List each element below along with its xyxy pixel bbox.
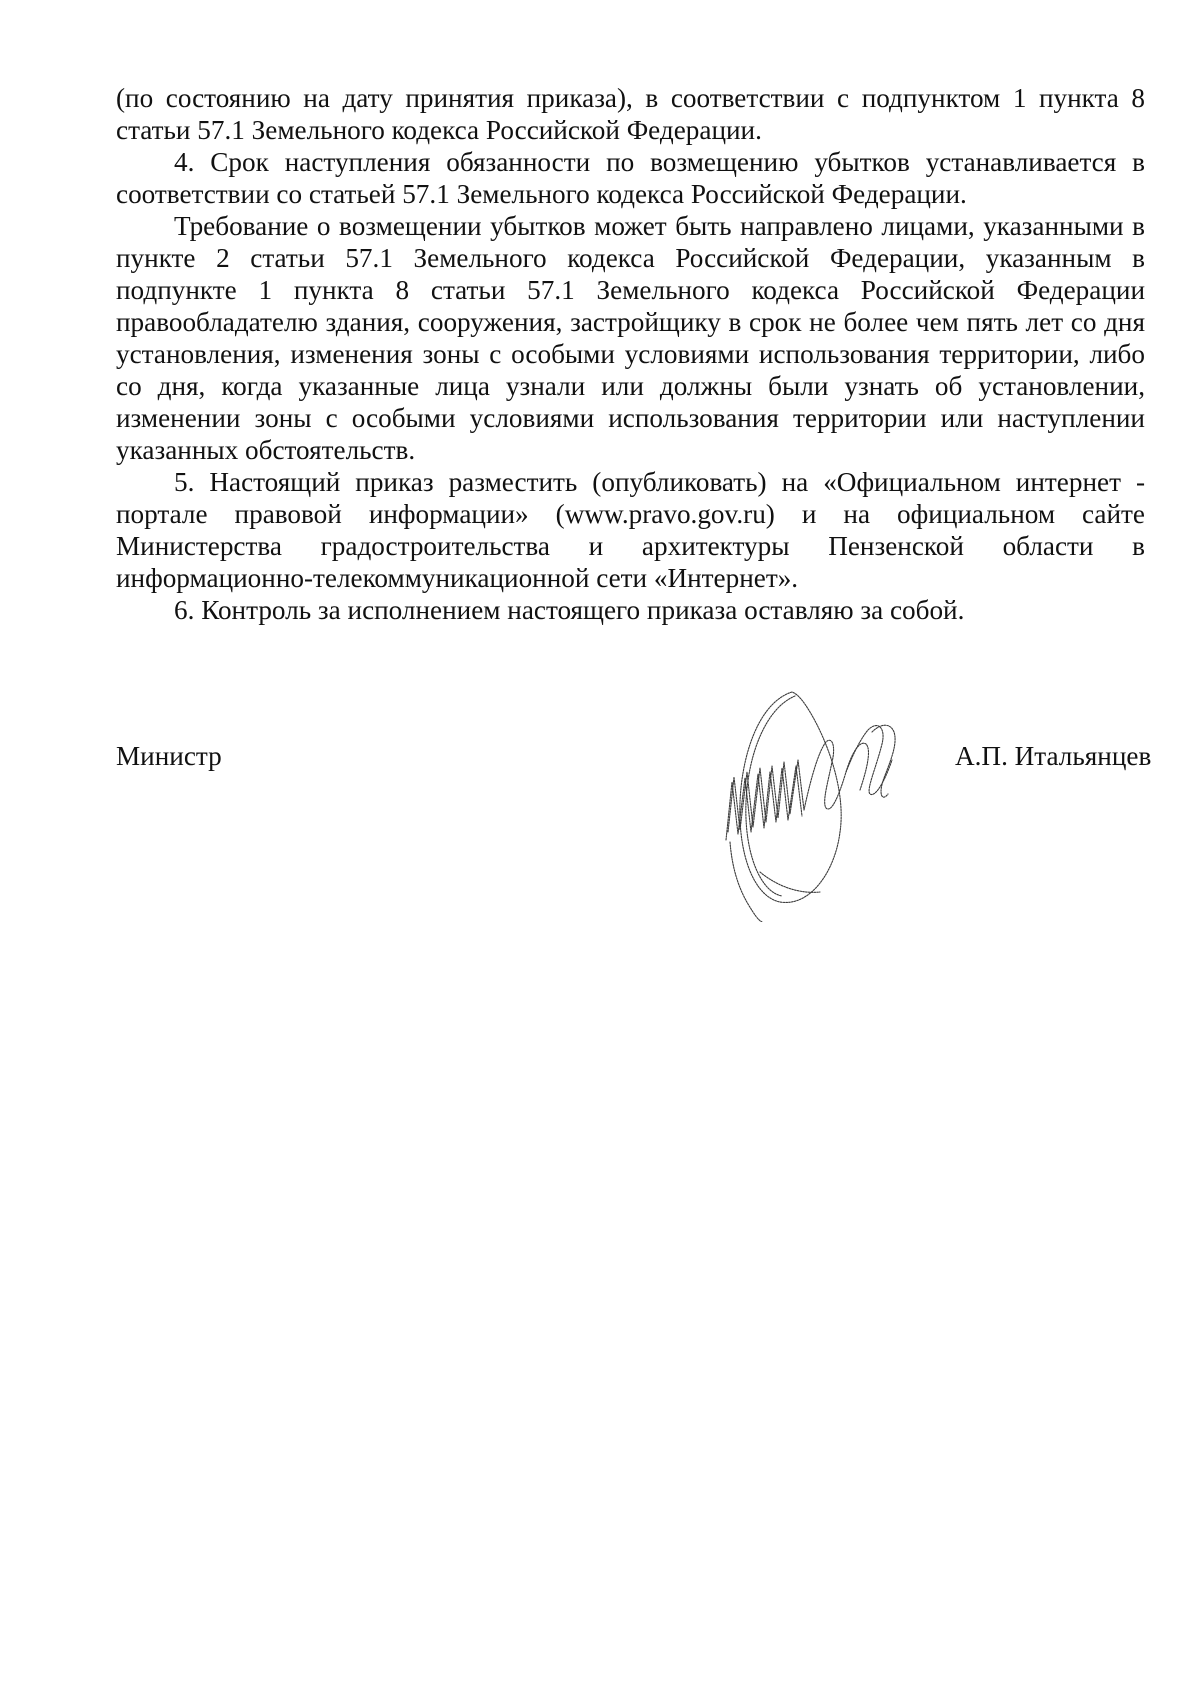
paragraph-claim-requirement: Требование о возмещении убытков может быть направлено лицами, указанными в пункте 2 статьи 57.1 Земельного кодекса Российской Федерации, указанным в подпункте 1 пункта 8 статьи 57.1 Земельного кодекса Российской Федерации правообладателю здания, сооружения, застройщику в срок не более чем пять лет со дня установления, изменения зоны с особыми условиями использования территории, либо со дня, когда указанные лица узнали или должны были узнать об установлении, изменении зоны с особыми условиями использования территории или наступлении указанных обстоятельств. [116,211,1145,465]
document-body [116,82,1145,626]
paragraph-item-4: 4. Срок наступления обязанности по возмещению убытков устанавливается в соответствии со статьей 57.1 Земельного кодекса Российской Федерации. [116,147,1145,209]
paragraph-item-6: 6. Контроль за исполнением настоящего приказа оставляю за собой. [174,595,965,625]
signatory-title: Министр [116,741,222,771]
signatory-name: А.П. Итальянцев [955,741,1152,771]
handwritten-signature [700,682,910,922]
paragraph-continuation: (по состоянию на дату принятия приказа), в соответствии с подпунктом 1 пункта 8 статьи 57.1 Земельного кодекса Российской Федерации. [116,83,1145,145]
paragraph-item-5: 5. Настоящий приказ разместить (опубликовать) на «Официальном интернет - портале правовой информации» (www.pravo.gov.ru) и на официальном сайте Министерства градостроительства и архитектуры Пензенской области в информационно-телекоммуникационной сети «Интернет». [116,467,1145,593]
